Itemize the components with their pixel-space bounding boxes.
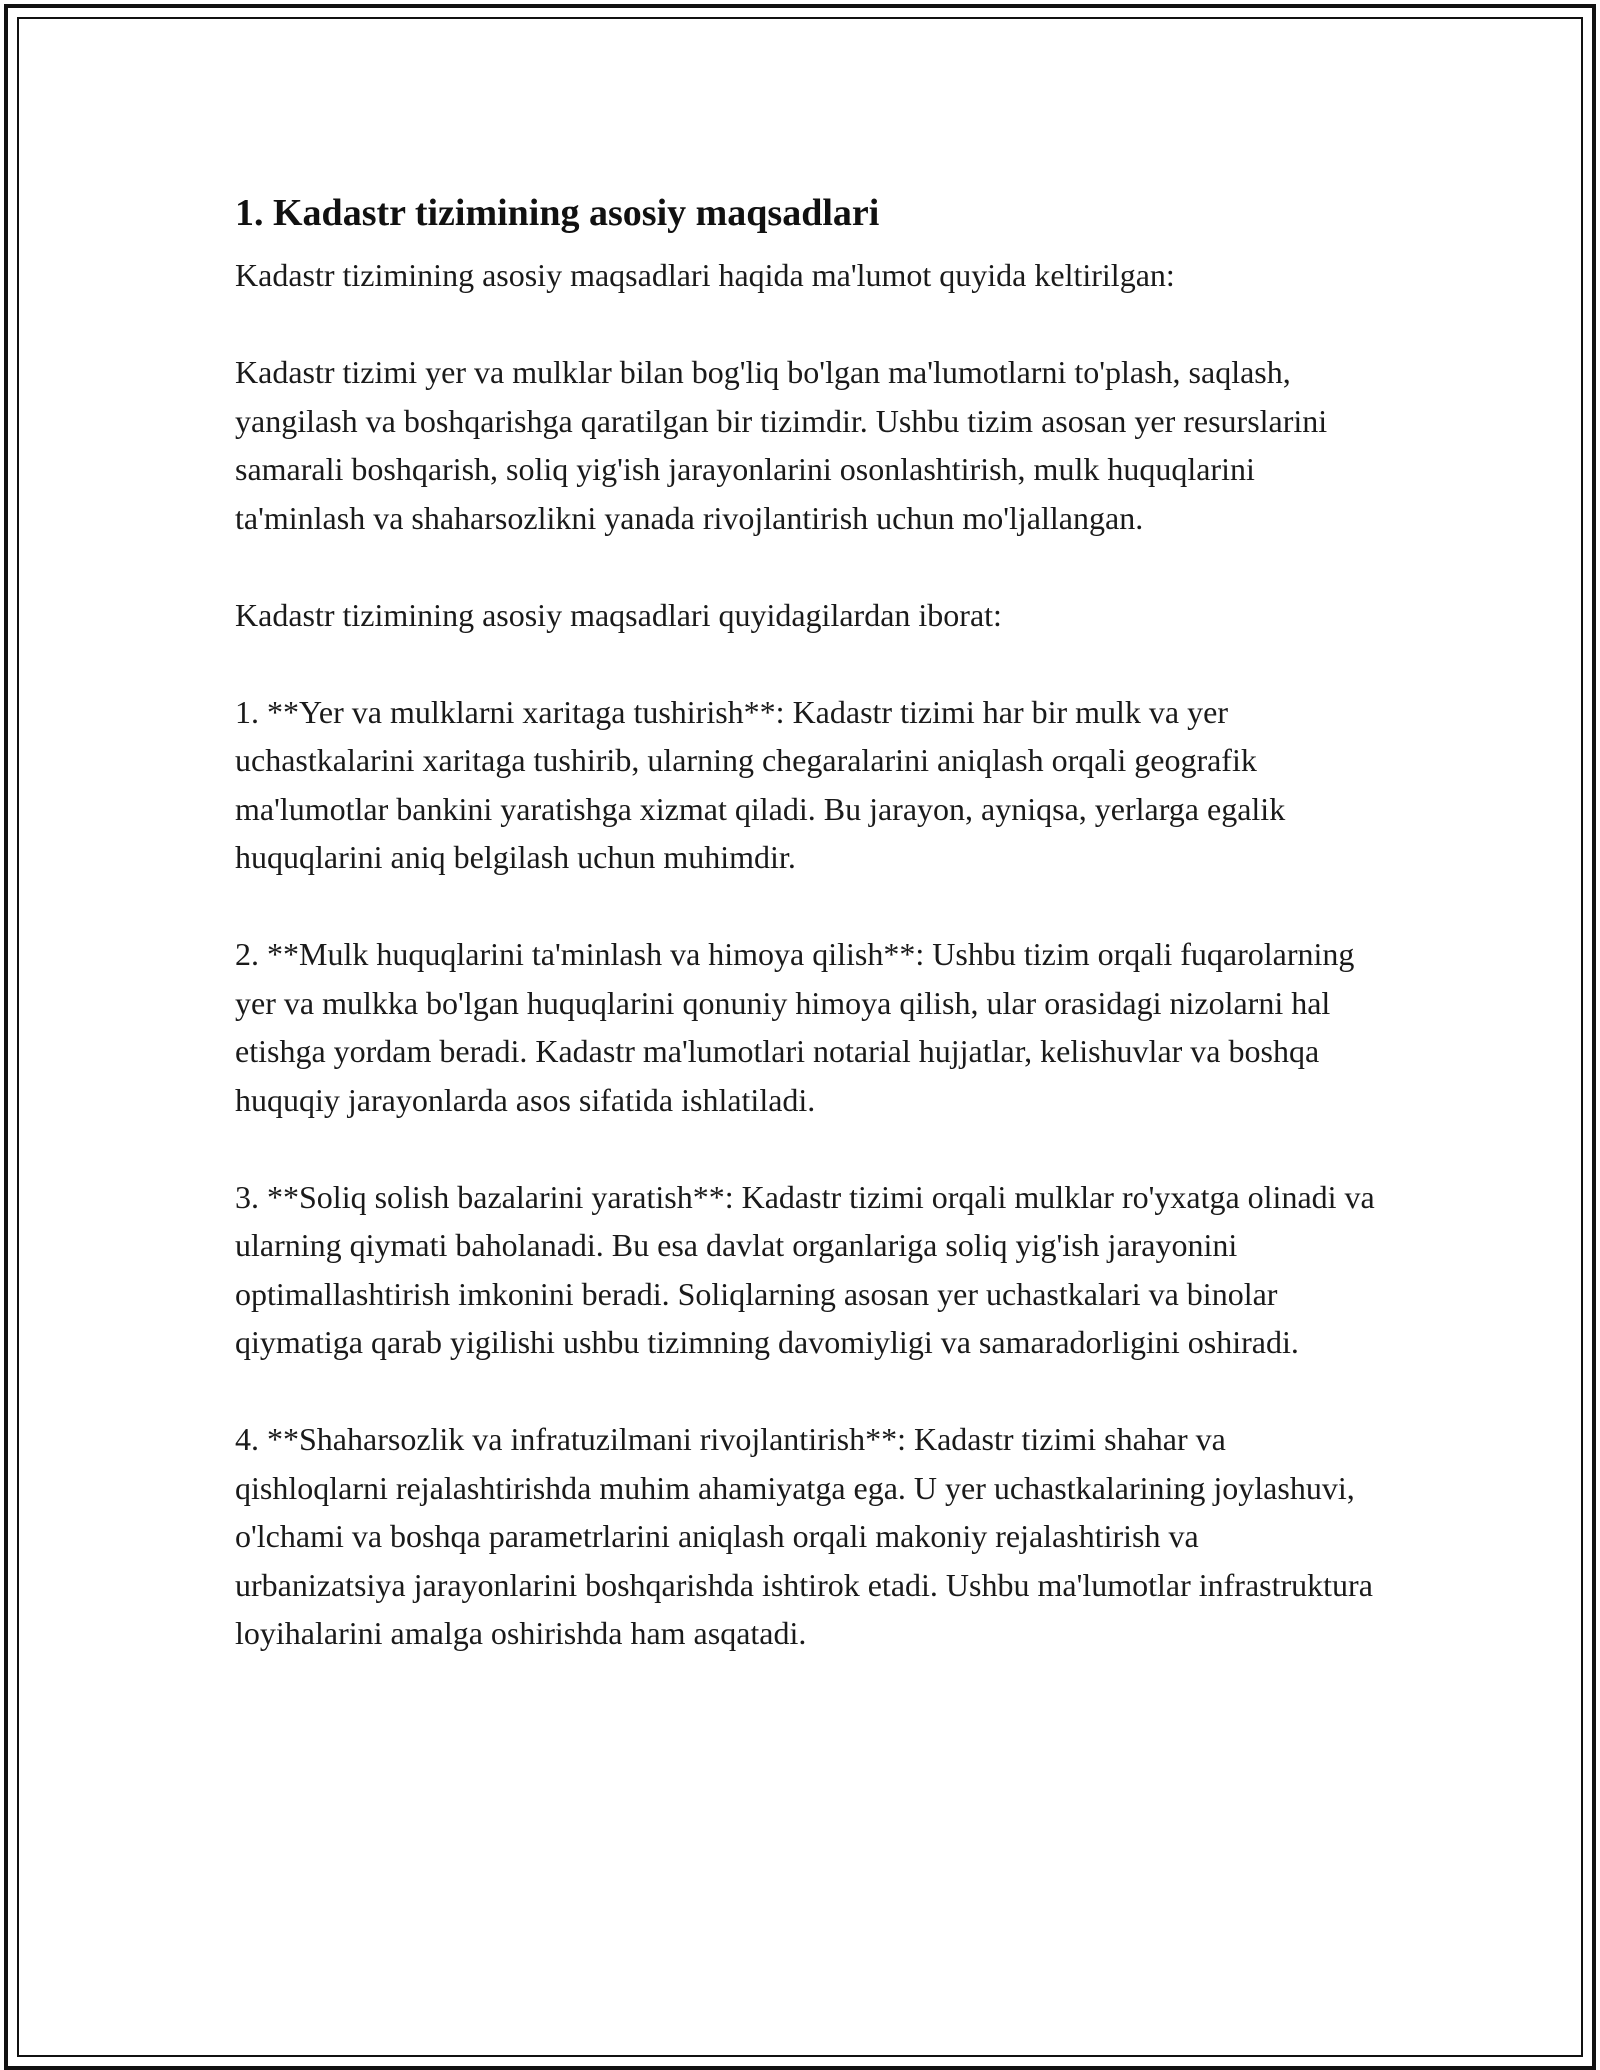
list-item-mapping: 1. **Yer va mulklarni xaritaga tushirish**: Kadastr tizimi har bir mulk va yer uchastkalarini xaritaga tushirib, ularning chegaralarini aniqlash orqali geografik ma'lumotlar bankini yaratishga xizmat qiladi. Bu jarayon, ayniqsa, yerlarga egalik huquqlarini aniq belgilash uchun muhimdir. <box>235 693 1286 875</box>
definition-paragraph: Kadastr tizimi yer va mulklar bilan bog'liq bo'lgan ma'lumotlarni to'plash, saqlash, yangilash va boshqarishga qaratilgan bir tizimdir. Ushbu tizim asosan yer resurslarini samarali boshqarish, soliq yig'ish jarayonlarini osonlashtirish, mulk huquqlarini ta'minlash va shaharsozlikni yanada rivojlantirish uchun mo'ljallangan. <box>235 354 1328 536</box>
section-heading: 1. Kadastr tizimining asosiy maqsadlari <box>235 192 880 234</box>
intro-paragraph: Kadastr tizimining asosiy maqsadlari haqida ma'lumot quyida keltirilgan: <box>235 257 1175 293</box>
list-item-property-rights: 2. **Mulk huquqlarini ta'minlash va himoya qilish**: Ushbu tizim orqali fuqarolarning yer va mulkka bo'lgan huquqlarini qonuniy himoya qilish, ular orasidagi nizolarni hal etishga yordam beradi. Kadastr ma'lumotlari notarial hujjatlar, kelishuvlar va boshqa huquqiy jarayonlarda asos sifatida ishlatiladi. <box>235 936 1355 1118</box>
list-item-tax-base: 3. **Soliq solish bazalarini yaratish**: Kadastr tizimi orqali mulklar ro'yxatga olinadi va ularning qiymati baholanadi. Bu esa davlat organlariga soliq yig'ish jarayonini optimallashtirish imkonini beradi. Soliqlarning asosan yer uchastkalari va binolar qiymatiga qarab yigilishi ushbu tizimning davomiyligi va samaradorligini oshiradi. <box>235 1178 1375 1360</box>
list-intro-paragraph: Kadastr tizimining asosiy maqsadlari quyidagilardan iborat: <box>235 596 1002 633</box>
list-item-urban-planning: 4. **Shaharsozlik va infratuzilmani rivojlantirish**: Kadastr tizimi shahar va qishloqlarni rejalashtirishda muhim ahamiyatga ega. U yer uchastkalarining joylashuvi, o'lchami va boshqa parametrlarini aniqlash orqali makoniy rejalashtirish va urbanizatsiya jarayonlarini boshqarishda ishtirok etadi. Ushbu ma'lumotlar infrastruktura loyihalarini amalga oshirishda ham asqatadi. <box>235 1421 1373 1651</box>
document-body <box>235 183 1375 1658</box>
